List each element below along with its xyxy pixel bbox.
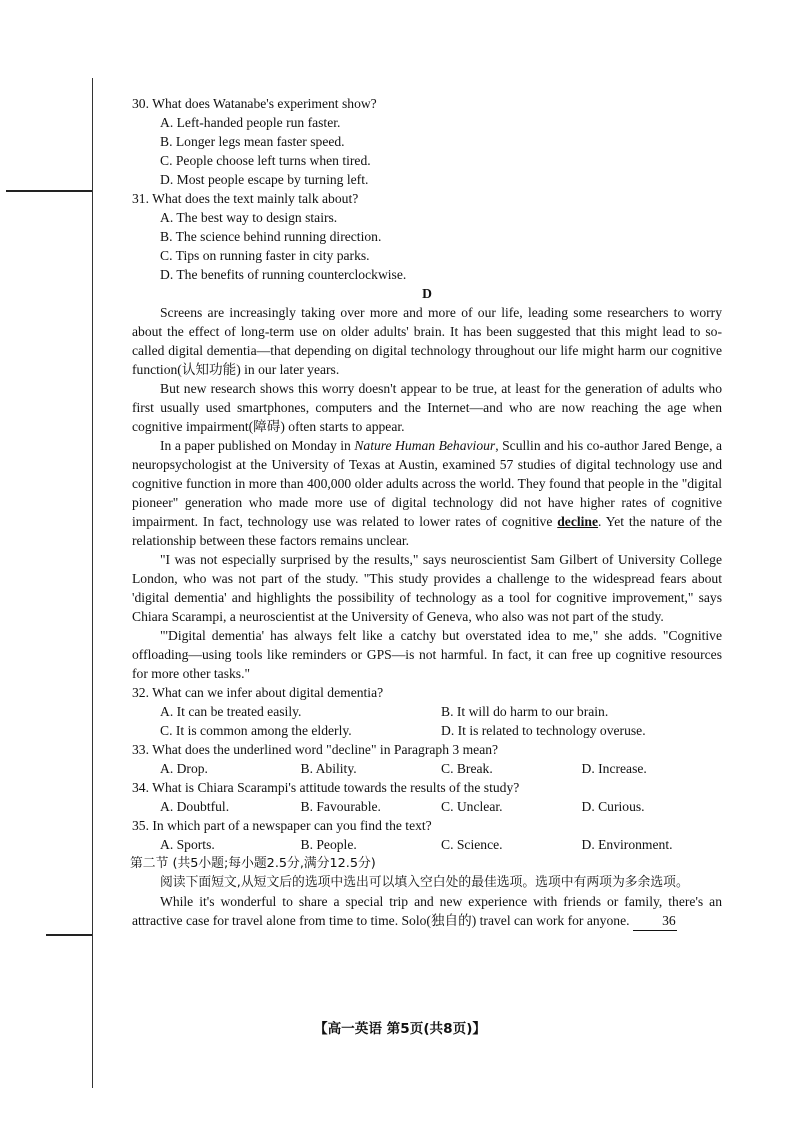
p3-text-b: , Scullin and his co-author Jared Benge, a neuropsychologist at the University of Texas at Austin, examined 57 studies of digital technology use and cognitive function in more than 400,000 older adults across the world. They found that people in the "digital pioneer" generation who made more use of digital technology did not have higher rates of cognitive impairment. In fact, technology use was related to lower rates of cognitive [132,438,722,529]
q30-option-a: A. Left-handed people run faster. [160,115,341,130]
q35-options [160,835,722,854]
q30-option-b: B. Longer legs mean faster speed. [160,134,345,149]
q33-stem: 33. What does the underlined word "decline" in Paragraph 3 mean? [132,742,499,757]
q32-stem: 32. What can we infer about digital dementia? [132,685,384,700]
journal-name: Nature Human Behaviour [354,438,496,453]
q31-option-c: C. Tips on running faster in city parks. [160,248,370,263]
passage-text: While it's wonderful to share a special trip and new experience with friends or family, there's an attractive case for travel alone from time to time. Solo(独自的) travel can work for anyone. [132,894,722,928]
q31-option-d: D. The benefits of running counterclockwise. [160,267,407,282]
q33-option-b: B. Ability. [300,761,357,776]
q34-option-d: D. Curious. [581,799,645,814]
q31-option-b: B. The science behind running direction. [160,229,382,244]
side-mark-top [6,190,92,192]
q32-option-b: B. It will do harm to our brain. [441,704,609,719]
q34-option-a: A. Doubtful. [160,799,230,814]
part2-heading: 第二节 (共5小题;每小题2.5分,满分12.5分) [130,856,376,871]
passage-paragraph-1: Screens are increasingly taking over more and more of our life, leading some researchers to worry about the effect of long-term use on older adults' brain. It has been suggested that this might lead to so-called digital dementia—that depending on digital technology throughout our life might harm our cognitive function(认知功能) in our later years. [132,305,722,377]
p3-text-c: . Yet the nature of the relationship between these factors remains unclear. [132,514,722,548]
underlined-word-decline: decline [557,514,599,529]
q30-stem: 30. What does Watanabe's experiment show? [132,96,377,111]
q34-options [160,797,722,816]
passage-paragraph-36 [132,892,722,931]
q32-option-d: D. It is related to technology overuse. [441,723,646,738]
q31-stem: 31. What does the text mainly talk about? [132,191,359,206]
passage-paragraph-4: "I was not especially surprised by the results," says neuroscientist Sam Gilbert of University College London, who was not part of the study. "This study provides a challenge to the widespread fears about 'digital dementia' and highlights the possibility of technology as a tool for cognitive improvement," says Chiara Scarampi, a neuroscientist at the University of Geneva, who also was not part of the study. [132,552,722,624]
side-mark-bottom [46,934,92,936]
q35-option-a: A. Sports. [160,837,215,852]
part2-instructions: 阅读下面短文,从短文后的选项中选出可以填入空白处的最佳选项。选项中有两项为多余选项。 [160,875,689,890]
q35-stem: 35. In which part of a newspaper can you find the text? [132,818,432,833]
q34-stem: 34. What is Chiara Scarampi's attitude towards the results of the study? [132,780,520,795]
q30-option-c: C. People choose left turns when tired. [160,153,371,168]
q35-option-d: D. Environment. [581,837,673,852]
q33-option-a: A. Drop. [160,761,208,776]
blank-36: 36 [633,911,677,931]
q34-option-b: B. Favourable. [300,799,381,814]
p3-text-a: In a paper published on Monday in [160,438,355,453]
section-d-heading: D [422,286,432,301]
passage-paragraph-2: But new research shows this worry doesn't appear to be true, at least for the generation of adults who first usually used smartphones, computers and the Internet—and who are now reaching the age when cognitive impairment(障碍) often starts to appear. [132,381,722,434]
passage-paragraph-5: "'Digital dementia' has always felt like a catchy but overstated idea to me," she adds. "Cognitive offloading—using tools like reminders or GPS—is not harmful. In fact, it can free up cognitive resources for more other tasks." [132,628,722,681]
q33-option-d: D. Increase. [581,761,647,776]
page-footer: 【高一英语 第5页(共8页)】 [313,1021,486,1037]
q30-option-d: D. Most people escape by turning left. [160,172,369,187]
q31-option-a: A. The best way to design stairs. [160,210,338,225]
binding-margin-line [92,78,93,1088]
q32-options-row-1 [160,702,722,721]
q32-options-row-2 [160,721,722,740]
q33-options [160,759,722,778]
q35-option-b: B. People. [300,837,357,852]
passage-paragraph-3 [132,436,722,550]
q33-option-c: C. Break. [441,761,493,776]
q35-option-c: C. Science. [441,837,503,852]
page-content [132,94,722,931]
q32-option-c: C. It is common among the elderly. [160,723,352,738]
q32-option-a: A. It can be treated easily. [160,704,302,719]
q34-option-c: C. Unclear. [441,799,503,814]
